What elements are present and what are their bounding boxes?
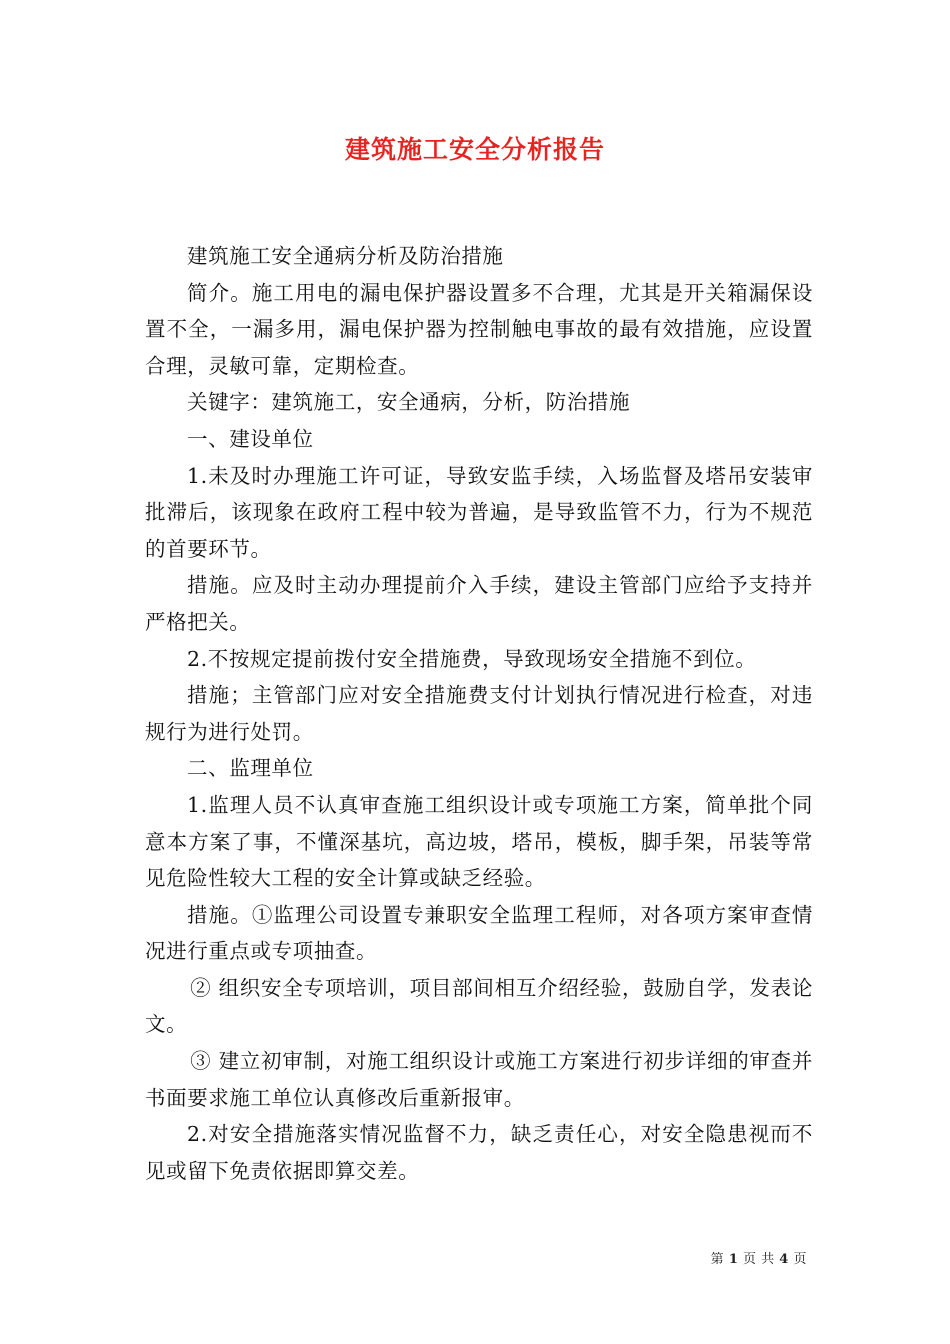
document-title: 建筑施工安全分析报告 — [344, 135, 605, 164]
footer-suffix: 页 — [793, 1252, 807, 1267]
paragraph-subtitle: 建筑施工安全通病分析及防治措施 — [187, 244, 504, 268]
paragraph-item: 1.未及时办理施工许可证，导致安监手续，入场监督及塔吊安装审批滞后，该现象在政府工程中较为普遍，是导致监管不力，行为不规范的首要环节。 — [145, 463, 813, 561]
footer-current-page: 1 — [728, 1252, 739, 1267]
paragraph-measure: 措施。①监理公司设置专兼职安全监理工程师，对各项方案审查情况进行重点或专项抽查。 — [145, 902, 813, 964]
document-body — [145, 238, 813, 1189]
paragraph-measure-sub: ② 组织安全专项培训，项目部间相互介绍经验，鼓励自学，发表论文。 — [145, 975, 813, 1037]
paragraph-measure: 措施；主管部门应对安全措施费支付计划执行情况进行检查，对违规行为进行处罚。 — [145, 683, 813, 744]
paragraph-item: 2.不按规定提前拨付安全措施费，导致现场安全措施不到位。 — [187, 646, 757, 671]
section-heading-supervision-unit: 二、监理单位 — [187, 756, 314, 781]
page-number-footer — [711, 1248, 807, 1267]
paragraph-abstract: 简介。施工用电的漏电保护器设置多不合理，尤其是开关箱漏保设置不全，一漏多用，漏电保护器为控制触电事故的最有效措施，应设置合理，灵敏可靠，定期检查。 — [145, 280, 813, 378]
paragraph-item: 2.对安全措施落实情况监督不力，缺乏责任心，对安全隐患视而不见或留下免责依据即算交差。 — [145, 1122, 813, 1183]
footer-prefix: 第 — [710, 1252, 725, 1267]
paragraph-measure-sub: ③ 建立初审制，对施工组织设计或施工方案进行初步详细的审查并书面要求施工单位认真修改后重新报审。 — [145, 1049, 813, 1110]
footer-total-pages: 4 — [779, 1252, 789, 1267]
paragraph-item: 1.监理人员不认真审查施工组织设计或专项施工方案，简单批个同意本方案了事，不懂深基坑，高边坡，塔吊，模板，脚手架，吊装等常见危险性较大工程的安全计算或缺乏经验。 — [145, 792, 813, 891]
section-heading-construction-unit: 一、建设单位 — [187, 426, 314, 451]
paragraph-keywords: 关键字：建筑施工，安全通病，分析，防治措施 — [187, 390, 631, 415]
footer-middle: 页 共 — [743, 1252, 775, 1267]
paragraph-measure: 措施。应及时主动办理提前介入手续，建设主管部门应给予支持并严格把关。 — [145, 573, 813, 634]
